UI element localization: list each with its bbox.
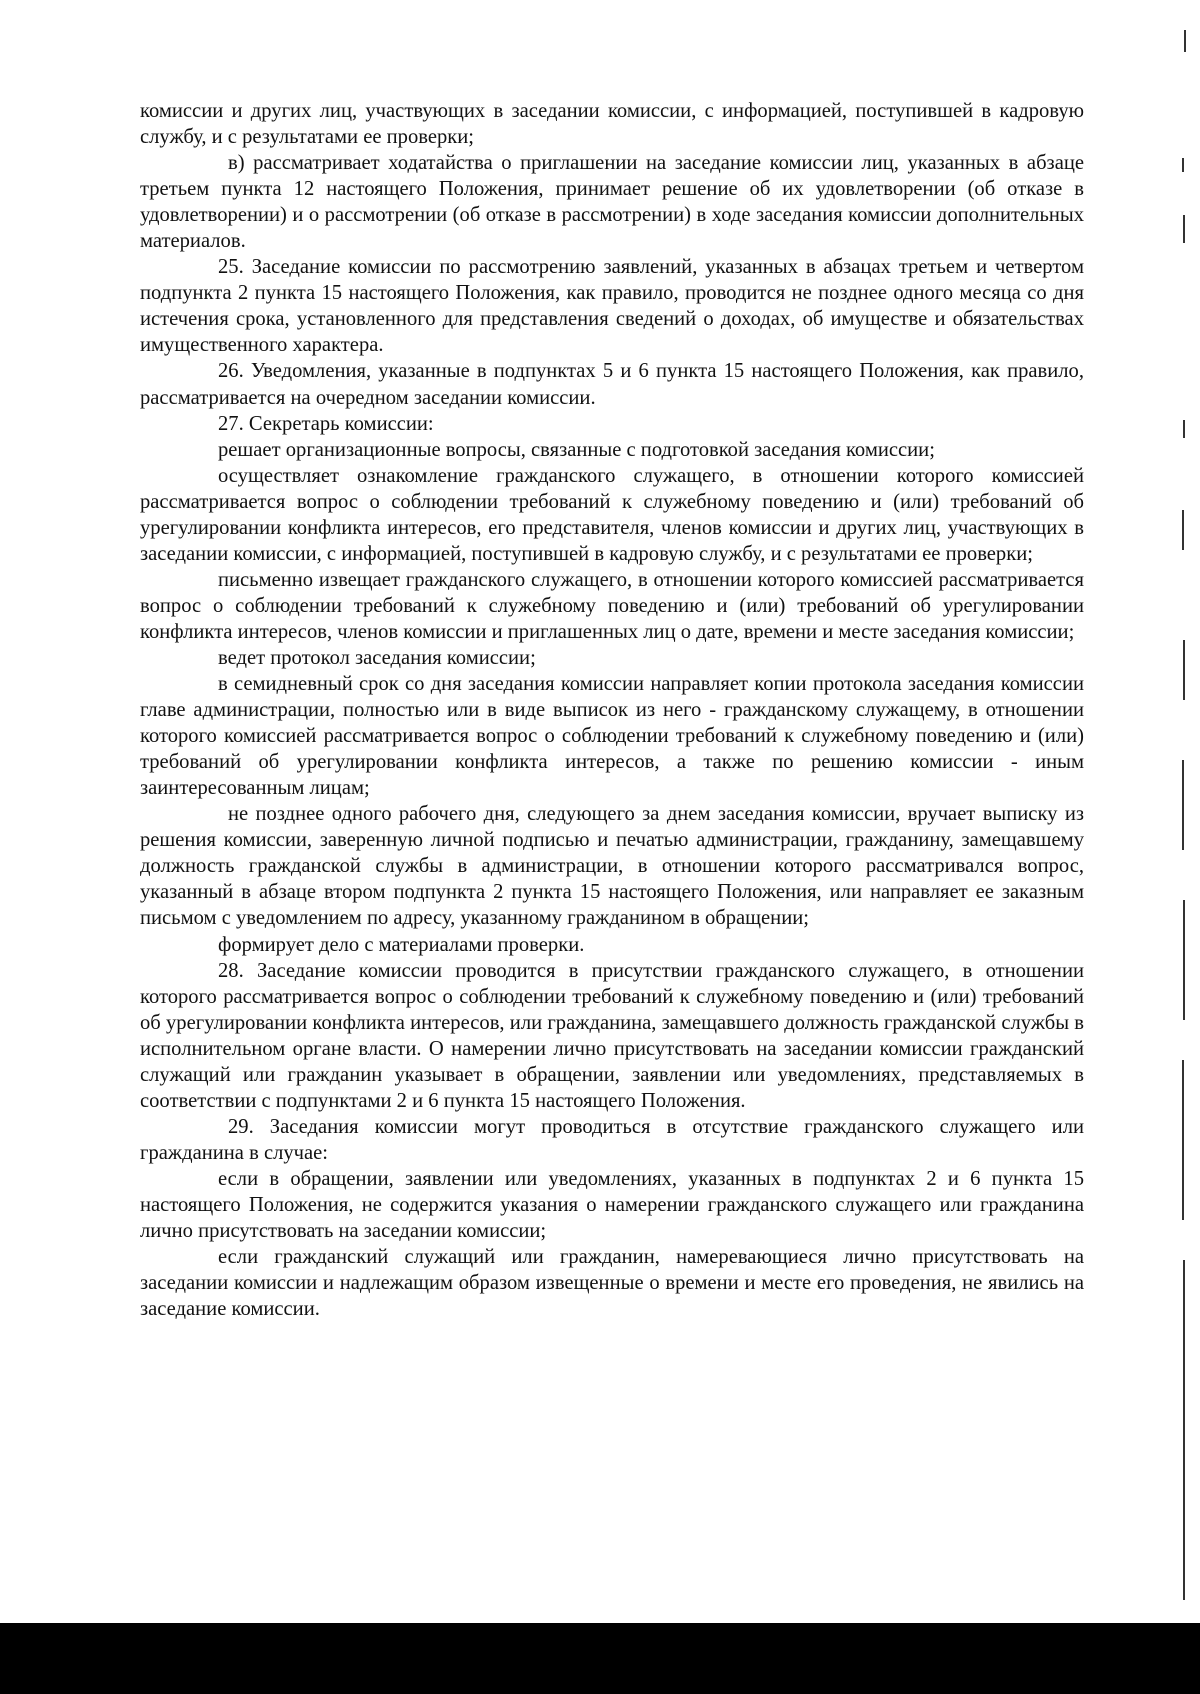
paragraph: письменно извещает гражданского служащего, в отношении которого комиссией рассматривается вопрос о соблюдении требований к служебному поведению и (или) требований об урегулировании конфликта интересов, членов комиссии и приглашенных лиц о дате, времени и месте заседания комиссии; — [140, 568, 1084, 643]
paragraph: 27. Секретарь комиссии: — [218, 412, 434, 435]
paragraph: формирует дело с материалами проверки. — [218, 933, 585, 956]
scan-mark — [1182, 1060, 1184, 1220]
scan-mark — [1183, 420, 1185, 438]
scan-mark — [1183, 900, 1185, 1020]
scan-mark — [1182, 158, 1184, 172]
paragraph: решает организационные вопросы, связанные с подготовкой заседания комиссии; — [218, 438, 935, 461]
scan-mark — [1182, 510, 1184, 550]
paragraph: 25. Заседание комиссии по рассмотрению заявлений, указанных в абзацах третьем и четвертом подпункта 2 пункта 15 настоящего Положения, как правило, проводится не позднее одного месяца со дня истечения срока, установленного для представления сведений о доходах, об имуществе и обязательствах имущественного характера. — [140, 256, 1084, 357]
scan-mark — [1184, 30, 1186, 52]
paragraph: комиссии и других лиц, участвующих в заседании комиссии, с информацией, поступившей в кадровую службу, и с результатами ее проверки; — [140, 100, 1084, 149]
scan-mark — [1182, 760, 1184, 850]
paragraph: если гражданский служащий или гражданин, намеревающиеся лично присутствовать на заседании комиссии и надлежащим образом извещенные о времени и месте его проведения, не явились на заседание комиссии. — [140, 1246, 1084, 1321]
scan-mark — [1183, 215, 1185, 243]
paragraph: не позднее одного рабочего дня, следующего за днем заседания комиссии, вручает выписку из решения комиссии, заверенную личной подписью и печатью администрации, гражданину, замещавшему должность гражданской службы в администрации, в отношении которого рассматривался вопрос, указанный в абзаце втором подпункта 2 пункта 15 настоящего Положения, или направляет ее заказным письмом с уведомлением по адресу, указанному гражданином в обращении; — [140, 803, 1084, 930]
paragraph: 28. Заседание комиссии проводится в присутствии гражданского служащего, в отношении которого рассматривается вопрос о соблюдении требований к служебному поведению и (или) требований об урегулировании конфликта интересов, или гражданина, замещавшего должность гражданской службы в исполнительном органе власти. О намерении лично присутствовать на заседании комиссии гражданский служащий или гражданин указывает в обращении, заявлении или уведомлениях, представляемых в соответствии с подпунктами 2 и 6 пункта 15 настоящего Положения. — [140, 959, 1084, 1112]
paragraph: в семидневный срок со дня заседания комиссии направляет копии протокола заседания комиссии главе администрации, полностью или в виде выписок из него - гражданскому служащему, в отношении которого комиссией рассматривается вопрос о соблюдении требований к служебному поведению и (или) требований об урегулировании конфликта интересов, а также по решению комиссии - иным заинтересованным лицам; — [140, 673, 1084, 800]
paragraph: 26. Уведомления, указанные в подпунктах 5 и 6 пункта 15 настоящего Положения, как правило, рассматривается на очередном заседании комиссии. — [140, 360, 1084, 409]
paragraph: осуществляет ознакомление гражданского служащего, в отношении которого комиссией рассматривается вопрос о соблюдении требований к служебному поведению и (или) требований об урегулировании конфликта интересов, его представителя, членов комиссии и других лиц, участвующих в заседании комиссии, с информацией, поступившей в кадровую службу, и с результатами ее проверки; — [140, 464, 1084, 565]
scan-edge-artifacts — [1180, 0, 1200, 1620]
paragraph: ведет протокол заседания комиссии; — [218, 646, 536, 669]
scan-bottom-border — [0, 1623, 1200, 1694]
paragraph: 29. Заседания комиссии могут проводиться в отсутствие гражданского служащего или гражданина в случае: — [140, 1115, 1084, 1164]
document-body — [140, 98, 1084, 1322]
paragraph: если в обращении, заявлении или уведомлениях, указанных в подпунктах 2 и 6 пункта 15 настоящего Положения, не содержится указания о намерении гражданского служащего или гражданина лично присутствовать на заседании комиссии; — [140, 1167, 1084, 1243]
scan-mark — [1183, 640, 1185, 700]
scan-mark — [1183, 1260, 1185, 1600]
paragraph: в) рассматривает ходатайства о приглашении на заседание комиссии лиц, указанных в абзаце третьем пункта 12 настоящего Положения, принимает решение об их удовлетворении (об отказе в удовлетворении) и о рассмотрении (об отказе в рассмотрении) в ходе заседания комиссии дополнительных материалов. — [140, 152, 1084, 253]
